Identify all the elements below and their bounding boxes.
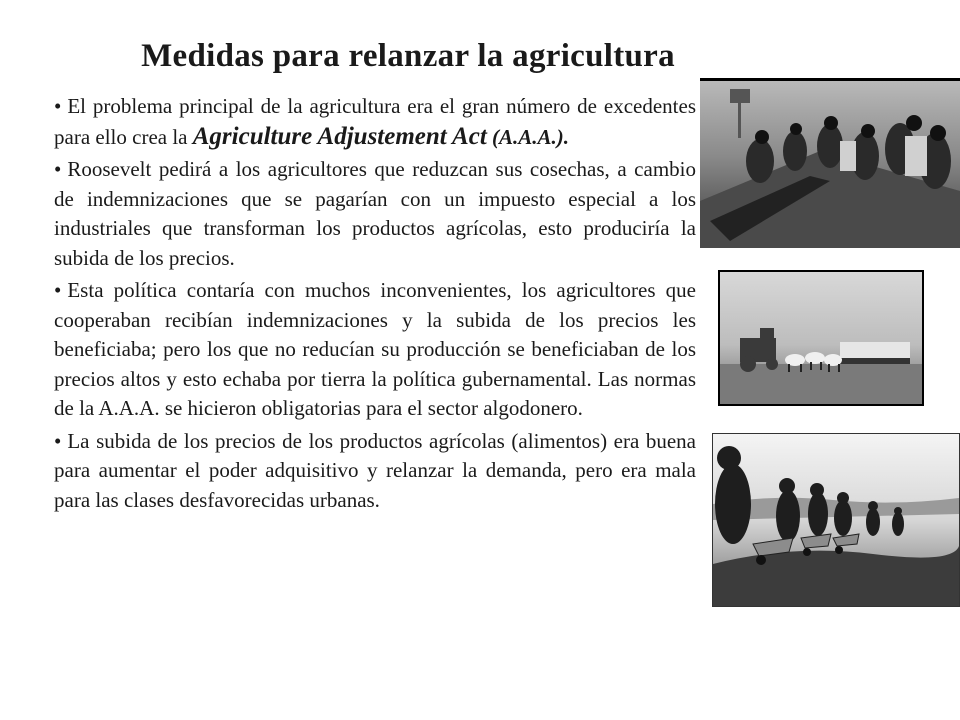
act-abbreviation: (A.A.A.) — [492, 124, 564, 149]
bullet-item — [54, 427, 696, 516]
bullet-dot: • — [54, 157, 62, 181]
bullet-text: Esta política contaría con muchos inconvenientes, los agricultores que cooperaban recibían indemnizaciones y la subida de los precios les beneficiaba; pero los que no reducían su producción se beneficiaban de los precios altos y esto echaba por tierra la política gubernamental. Las normas de la A.A.A. se hicieron obligatorias para el sector algodonero. — [54, 278, 696, 420]
bullet-dot: • — [54, 428, 62, 453]
bullet-text: La subida de los precios de los productos agrícolas (alimentos) era buena para aumentar el poder adquisitivo y relanzar la demanda, pero era mala para las clases desfavorecidas urbanas. — [54, 428, 696, 512]
bullet-dot: • — [54, 278, 62, 302]
photo-wheelbarrows-icon — [712, 433, 960, 607]
photo-workers-digging-icon — [700, 78, 960, 248]
bullet-item — [54, 92, 696, 152]
bullet-dot: • — [54, 94, 62, 118]
bullet-text: El problema principal de la agricultura era el gran número de excedentes para ello crea la — [54, 94, 696, 149]
bullet-item — [54, 155, 696, 273]
slide-body — [54, 92, 696, 518]
photo-tractor-livestock-icon — [718, 270, 924, 406]
slide-title: Medidas para relanzar la agricultura — [141, 38, 675, 74]
bullet-period: . — [563, 124, 570, 149]
act-name: Agriculture Adjustement Act — [192, 122, 487, 150]
bullet-item — [54, 276, 696, 424]
bullet-text: Roosevelt pedirá a los agricultores que reduzcan sus cosechas, a cambio de indemnizaciones que se pagarían con un impuesto especial a los industriales que transforman los productos agrícolas, esto produciría la subida de los precios. — [54, 157, 696, 270]
